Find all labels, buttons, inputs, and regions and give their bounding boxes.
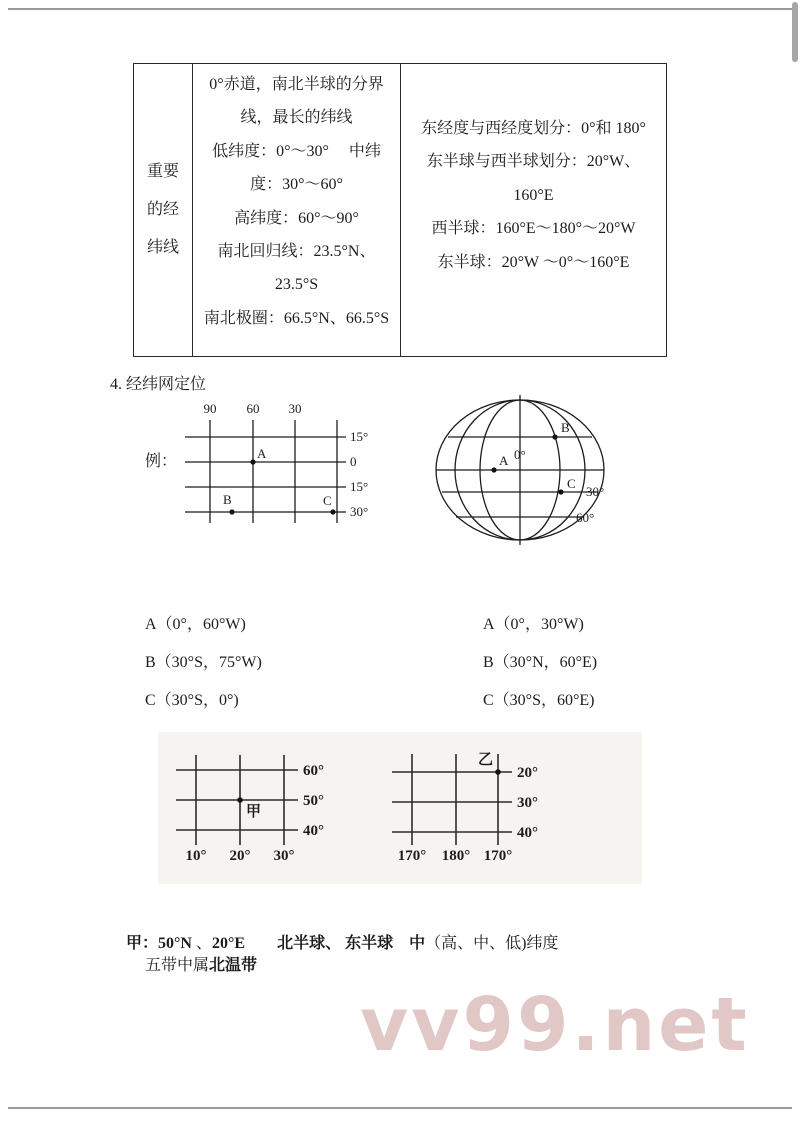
table-cell-line: 东经度与西经度划分：0°和 180° bbox=[421, 120, 646, 137]
summary-part: 五带中属 bbox=[145, 957, 210, 974]
coordinate-item: C（30°S，60°E) bbox=[483, 692, 595, 709]
table-cell-line: 东半球与西半球划分：20°W、 bbox=[426, 153, 641, 171]
summary-part: 甲： bbox=[126, 935, 159, 952]
longitude-label: 10° bbox=[185, 848, 207, 864]
table-row-header bbox=[134, 64, 193, 356]
latitude-label: 0 bbox=[350, 454, 357, 469]
coordinates-list-left bbox=[145, 606, 262, 720]
latitude-label: 40° bbox=[303, 823, 324, 839]
longitude-label: 170° bbox=[397, 848, 427, 864]
table-cell-latitudes bbox=[193, 64, 401, 356]
globe-diagram bbox=[428, 392, 623, 552]
figure-grid-lines bbox=[176, 754, 512, 845]
point-c-dot bbox=[558, 489, 563, 494]
summary-part: 北温带 bbox=[209, 957, 258, 974]
table-cell-line: 度：30°～60° bbox=[250, 176, 343, 194]
point-yi-label: 乙 bbox=[478, 752, 494, 768]
point-a-label: A bbox=[499, 453, 509, 468]
table-cell-line: 0°赤道，南北半球的分界 bbox=[209, 76, 384, 93]
table-cell-line: 160°E bbox=[513, 186, 554, 204]
table-cell-line: 东半球：20°W ～0°～160°E bbox=[437, 253, 630, 271]
point-b-label: B bbox=[223, 492, 232, 507]
latitude-label: 30° bbox=[350, 504, 369, 519]
point-b-dot bbox=[229, 509, 234, 514]
latitude-60-label: 60° bbox=[576, 510, 595, 525]
latitude-30-label: 30° bbox=[586, 484, 605, 499]
table-cell-longitudes bbox=[401, 64, 666, 356]
point-a-dot bbox=[491, 467, 496, 472]
equator-label: 0° bbox=[514, 447, 526, 462]
longitude-label: 60 bbox=[246, 401, 260, 416]
grid-diagram bbox=[183, 400, 373, 535]
coordinate-item: A（0°，60°W) bbox=[145, 616, 246, 633]
coordinate-item: B（30°S，75°W) bbox=[145, 654, 262, 671]
practice-grids-svg bbox=[158, 732, 642, 884]
latitude-label: 40° bbox=[517, 825, 538, 841]
row-header-line: 的经 bbox=[146, 201, 179, 218]
figure-points bbox=[237, 769, 501, 803]
scrollbar-thumb[interactable] bbox=[792, 2, 798, 62]
row-header-line: 重要 bbox=[146, 163, 179, 180]
longitude-label: 30 bbox=[288, 401, 302, 416]
table-cell-line: 线，最长的纬线 bbox=[240, 109, 353, 127]
longitude-label: 30° bbox=[273, 848, 295, 864]
point-c-label: C bbox=[567, 476, 576, 491]
coordinate-item: C（30°S，0°) bbox=[145, 692, 239, 709]
summary-part: 50°N bbox=[158, 935, 192, 952]
practice-grids-figure bbox=[158, 732, 642, 884]
point-a-label: A bbox=[257, 446, 267, 461]
page-separator-bottom bbox=[8, 1107, 792, 1109]
summary-part: 20°E bbox=[211, 935, 246, 952]
example-label: 例： bbox=[145, 453, 178, 470]
point-b-label: B bbox=[561, 420, 570, 435]
table-cell-line: 23.5°S bbox=[274, 276, 319, 294]
latitude-label: 15° bbox=[350, 429, 369, 444]
coordinates-list-right bbox=[483, 606, 597, 720]
point-yi-dot bbox=[495, 769, 501, 775]
point-c-label: C bbox=[323, 493, 332, 508]
point-jia-dot bbox=[237, 797, 243, 803]
table-cell-line: 低纬度：0°～30° 中纬 bbox=[212, 142, 381, 160]
table-cell-line: 西半球：160°E～180°～20°W bbox=[431, 220, 636, 238]
latitude-longitude-table bbox=[133, 63, 667, 357]
summary-part: （高、中、低)纬度 bbox=[425, 935, 559, 952]
latitude-label: 15° bbox=[350, 479, 369, 494]
table-cell-line: 南北极圈：66.5°N、66.5°S bbox=[203, 309, 390, 327]
latitude-label: 60° bbox=[303, 763, 324, 779]
point-jia-label: 甲 bbox=[246, 804, 262, 820]
latitude-label: 30° bbox=[517, 795, 538, 811]
longitude-label: 90 bbox=[203, 401, 217, 416]
coordinate-item: B（30°N，60°E) bbox=[483, 654, 598, 671]
section-heading: 4. 经纬网定位 bbox=[110, 376, 207, 393]
longitude-label: 20° bbox=[229, 848, 251, 864]
latitude-label: 50° bbox=[303, 793, 324, 809]
point-a-dot bbox=[250, 459, 255, 464]
row-header-line: 纬线 bbox=[146, 239, 179, 256]
summary-line-2 bbox=[145, 952, 257, 975]
page-separator-top bbox=[8, 8, 792, 10]
coordinate-item: A（0°，30°W) bbox=[483, 616, 584, 633]
point-c-dot bbox=[330, 509, 335, 514]
table-cell-line: 高纬度：60°～90° bbox=[234, 209, 359, 227]
longitude-label: 180° bbox=[441, 848, 471, 864]
site-watermark: vv99.net bbox=[360, 982, 750, 1068]
summary-part: 、 bbox=[191, 935, 212, 952]
point-b-dot bbox=[552, 434, 557, 439]
longitude-label: 170° bbox=[483, 848, 513, 864]
summary-part: 北半球、 东半球 中 bbox=[245, 935, 426, 952]
table-cell-line: 南北回归线：23.5°N、 bbox=[217, 243, 376, 261]
grid-lines bbox=[185, 420, 346, 523]
latitude-label: 20° bbox=[517, 765, 538, 781]
